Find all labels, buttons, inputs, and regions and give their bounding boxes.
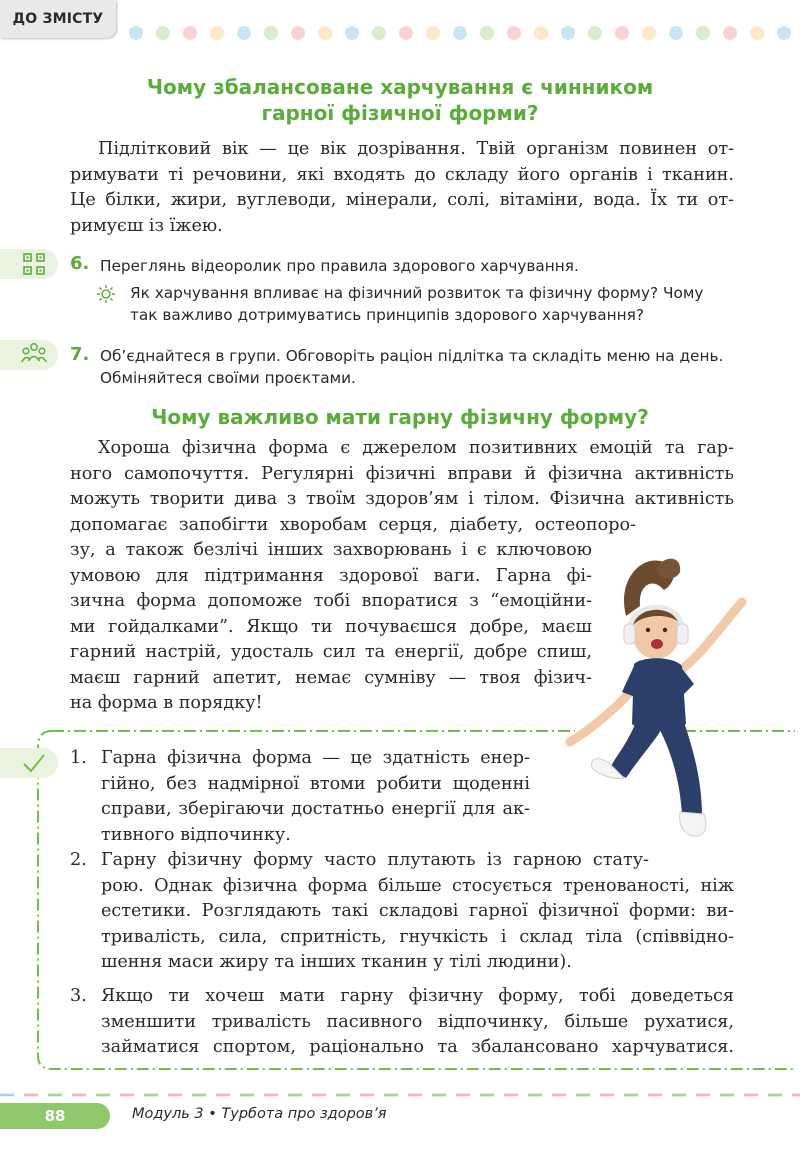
paragraph-line: гарний настрій, удосталь сил та енергії, добре спиш,	[70, 642, 592, 662]
list-number: 3.	[70, 986, 87, 1006]
paragraph-line: римуєш із їжею.	[70, 215, 223, 236]
list-line: естетики. Розглядають такі складові гарної фізичної форми: ви-	[101, 901, 734, 921]
summary-list-item-2	[70, 848, 734, 976]
footer-divider	[0, 1093, 800, 1097]
paragraph-line: Підлітковий вік — це вік дозрівання. Твій організм повинен от-	[98, 139, 734, 159]
list-line: рою. Однак фізична форма більше стосується тренованості, ніж	[101, 875, 734, 896]
paragraph-line: ного самопочуття. Регулярні фізичні вправи й фізична активність	[70, 463, 734, 484]
paragraph-line: римувати ті речовини, які входять до складу його органів і тканин.	[70, 164, 734, 185]
list-number: 2.	[70, 850, 87, 870]
list-line: Якщо ти хочеш мати гарну фізичну форму, тобі доведеться	[101, 986, 734, 1006]
list-line: шення маси жиру та інших тканин у тілі людини).	[101, 952, 572, 972]
paragraph-physical-form-wrap	[70, 538, 592, 717]
paragraph-line: можуть творити дива з твоїм здоров’ям і тілом. Фізична активність	[70, 489, 734, 509]
section-heading-physical-form: Чому важливо мати гарну фізичну форму?	[151, 405, 649, 429]
paragraph-physical-form-top	[70, 436, 734, 513]
heading-line: Чому збалансоване харчування є чинником	[146, 75, 654, 99]
list-line: Гарна фізична форма — це здатність енер-	[101, 748, 530, 768]
decorative-dots	[128, 25, 800, 41]
task-7-text	[100, 345, 723, 389]
paragraph-line: допомагає запобігти хворобам серця, діабету, остеопоро-	[70, 514, 636, 535]
page-number: 88	[0, 1103, 110, 1129]
paragraph-line: зу, а також безлічі інших захворювань і є ключовою	[70, 540, 592, 560]
list-line: зменшити тривалість пасивного відпочинку, більше рухатися,	[101, 1011, 734, 1032]
checkmark-icon	[22, 752, 46, 774]
module-title: Модуль 3 • Турбота про здоров’я	[132, 1106, 387, 1122]
task-6-text: Переглянь відеоролик про правила здорового харчування.	[100, 257, 579, 275]
paragraph-line: Хороша фізична форма є джерелом позитивних емоцій та гар-	[98, 438, 734, 458]
task-number-6: 6.	[70, 253, 90, 274]
paragraph-line: умовою для підтримання здорової ваги. Гарна фі-	[70, 565, 592, 586]
list-line: займатися спортом, раціонально та збалансовано харчуватися.	[101, 1037, 734, 1057]
task-line: Обміняйтеся своїми проєктами.	[100, 369, 356, 387]
section-heading-balanced-nutrition	[0, 74, 800, 126]
qr-code-icon	[22, 252, 46, 276]
task-line: Об’єднайтеся в групи. Обговоріть раціон підлітка та складіть меню на день.	[100, 347, 724, 365]
paragraph-line: зична форма допоможе тобі впоратися з “емоційни-	[70, 591, 592, 611]
paragraph-physical-form-line4	[70, 513, 636, 539]
paragraph-adolescence	[70, 137, 734, 239]
list-line: тривалість, сила, спритність, гнучкість і склад тіла (співвідно-	[101, 926, 734, 947]
girl-jumping-illustration	[556, 546, 756, 846]
heading-line: гарної фізичної форми?	[261, 101, 539, 125]
group-icon	[20, 340, 48, 368]
task-6-question	[130, 282, 703, 326]
summary-list-item-1	[70, 746, 530, 848]
list-line: Гарну фізичну форму часто плутають із гарною стату-	[101, 850, 649, 870]
list-line: гійно, без надмірної втоми робити щоденні	[101, 773, 530, 794]
task-number-7: 7.	[70, 344, 90, 365]
paragraph-line: маєш гарний апетит, немає сумніву — твоя фізич-	[70, 667, 592, 688]
sun-icon	[96, 284, 116, 304]
question-line: Як харчування впливає на фізичний розвиток та фізичну форму? Чому	[130, 284, 704, 302]
paragraph-line: Це білки, жири, вуглеводи, мінерали, солі, вітаміни, вода. Їх ти от-	[70, 190, 734, 210]
to-contents-tab[interactable]: ДО ЗМІСТУ	[0, 0, 116, 38]
question-line: так важливо дотримуватись принципів здорового харчування?	[130, 306, 644, 324]
list-number: 1.	[70, 748, 87, 768]
list-line: справи, зберігаючи достатньо енергії для ак-	[101, 799, 530, 819]
summary-list-item-3	[70, 984, 734, 1061]
list-line: тивного відпочинку.	[101, 824, 291, 845]
paragraph-line: ми гойдалками”. Якщо ти почуваєшся добре, маєш	[70, 616, 592, 637]
paragraph-line: на форма в порядку!	[70, 693, 263, 713]
